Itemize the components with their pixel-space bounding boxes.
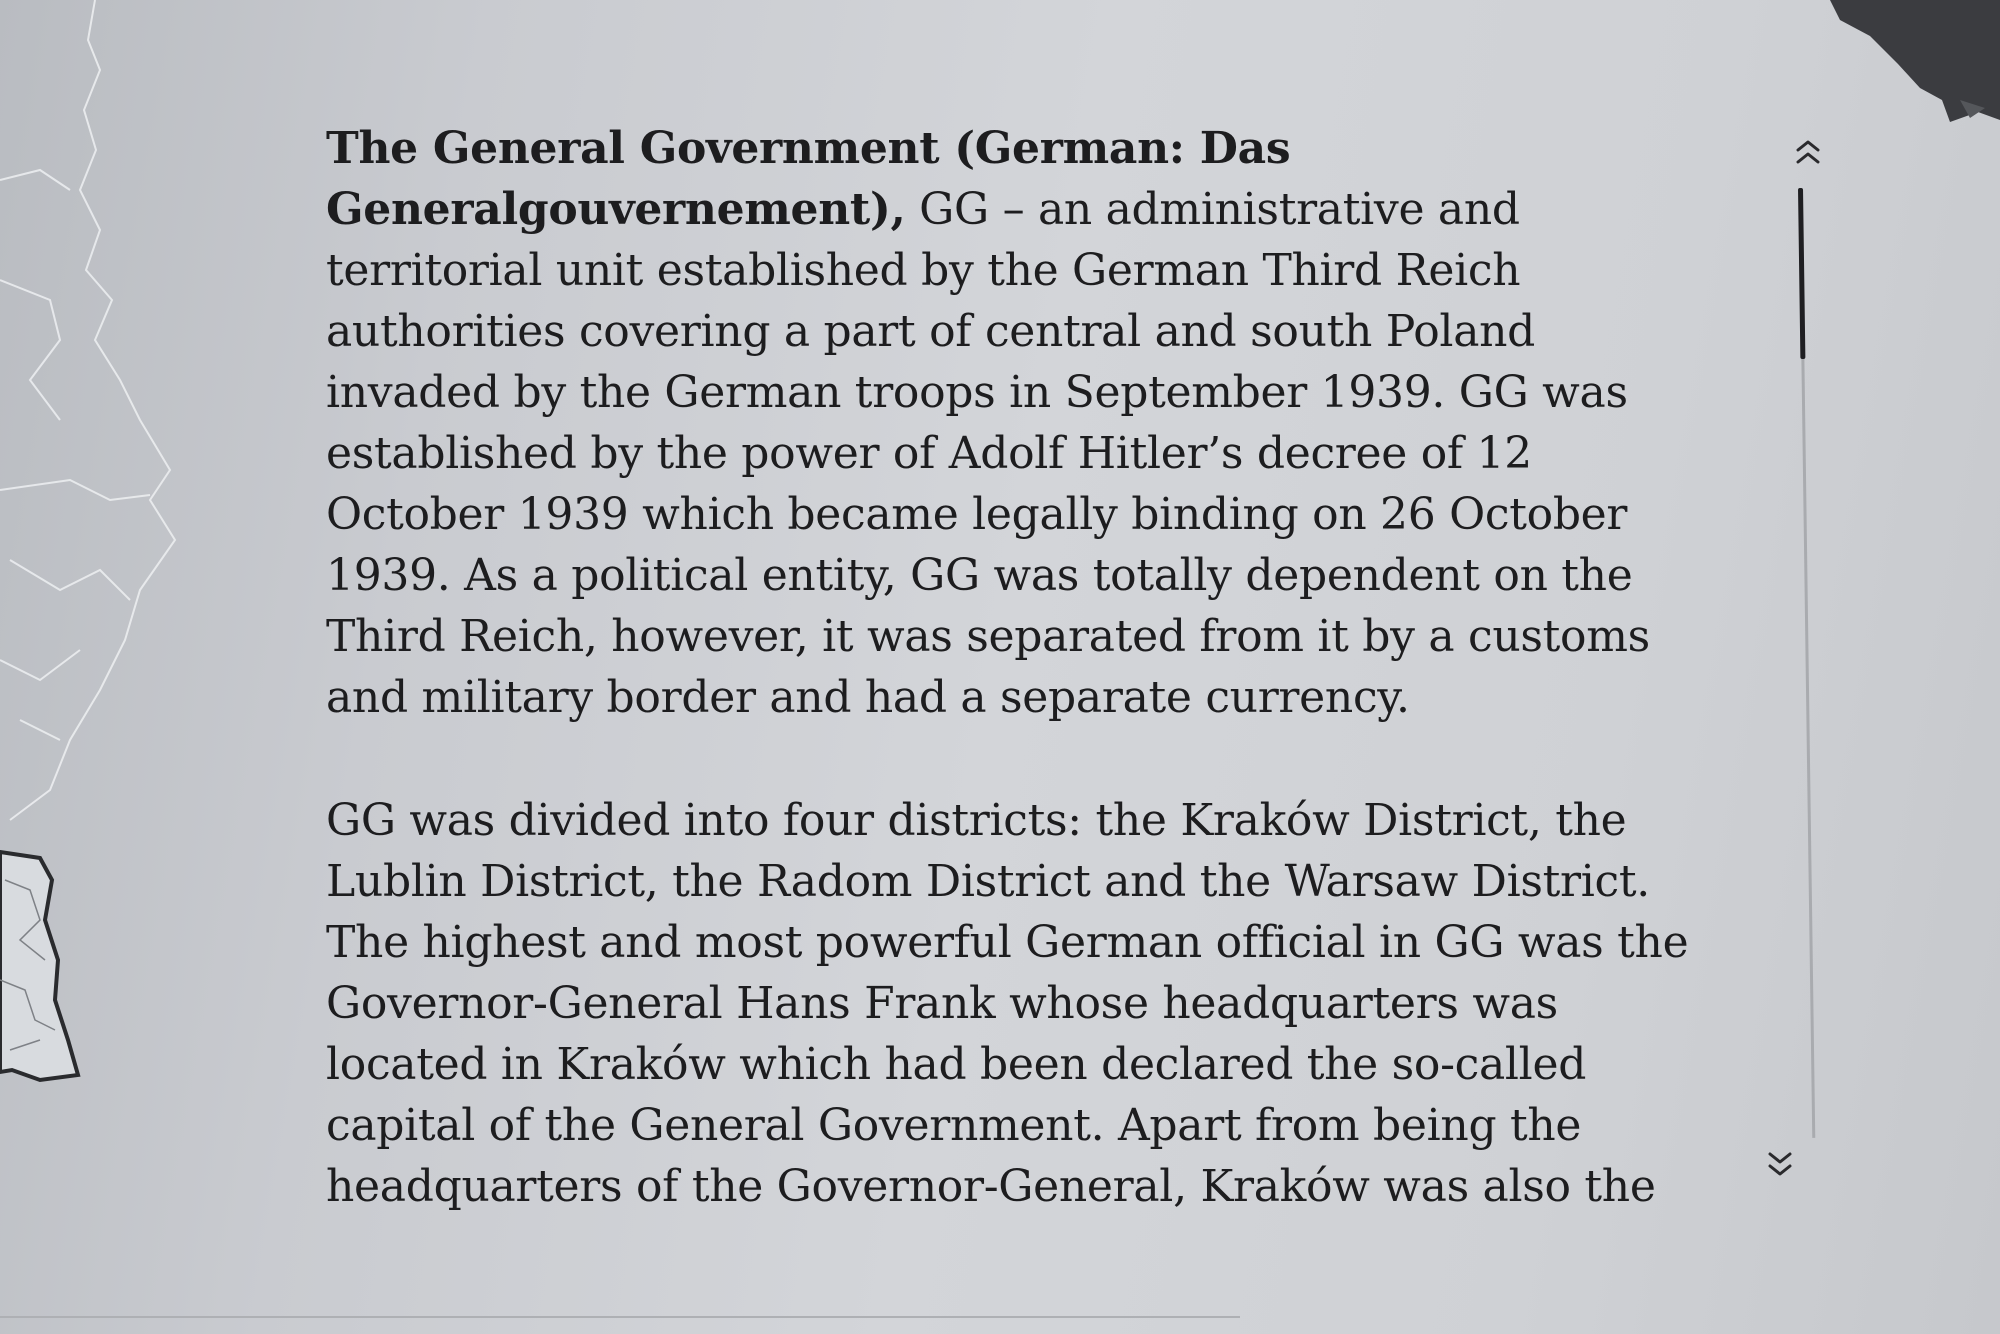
map-illustration: [0, 0, 230, 1334]
scrollbar-track[interactable]: [1799, 188, 1815, 1138]
scroll-up-button[interactable]: [1791, 132, 1825, 174]
article-heading: The General Government (German: Das Generalgouvernement),: [326, 123, 1291, 235]
double-chevron-up-icon: [1791, 132, 1825, 174]
bottom-divider: [0, 1316, 1240, 1318]
scrollbar-thumb[interactable]: [1798, 188, 1805, 359]
intro-paragraph-text: GG – an administrative and territorial unit established by the German Third Reich authorities covering a part of central and south Poland invaded by the German troops in September 1939. GG was established by the power of Adolf Hitler’s decree of 12 October 1939 which became legally binding on 26 October 1939. As a political entity, GG was totally dependent on the Third Reich, however, it was separated from it by a customs and military border and had a separate currency.: [326, 184, 1650, 723]
districts-paragraph: GG was divided into four districts: the Kraków District, the Lublin District, the Radom District and the Warsaw District. The highest and most powerful German official in GG was the Governor-General Hans Frank whose headquarters was located in Kraków which had been declared the so-called capital of the General Government. Apart from being the headquarters of the Governor-General, Kraków was also the: [326, 795, 1689, 1212]
article-text: [326, 118, 1706, 1217]
scroll-down-button[interactable]: [1763, 1142, 1797, 1184]
intro-paragraph: [326, 118, 1706, 728]
corner-illustration: [1810, 0, 2000, 130]
double-chevron-down-icon: [1763, 1142, 1797, 1184]
